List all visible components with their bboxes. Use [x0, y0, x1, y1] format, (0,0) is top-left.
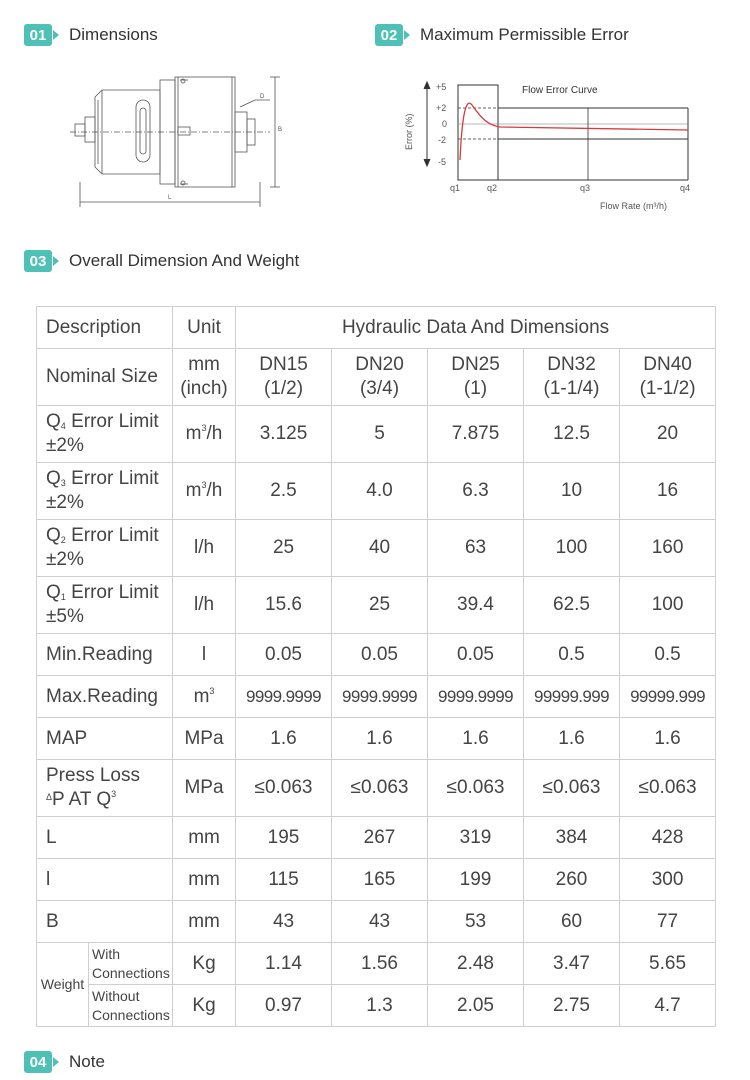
weight-label: Weight: [37, 943, 89, 1027]
value-cell: 428: [620, 817, 716, 859]
table-row: [37, 760, 716, 817]
table-row: [37, 520, 716, 577]
value-cell: 9999.9999: [236, 676, 332, 718]
flow-error-curve-chart: [400, 75, 700, 215]
value-cell: 199: [428, 859, 524, 901]
row-unit: mm: [173, 817, 236, 859]
x-tick-label: q4: [680, 183, 691, 193]
table-row: [37, 859, 716, 901]
value-cell: 62.5: [524, 577, 620, 634]
value-cell: 25: [236, 520, 332, 577]
row-unit: l/h: [173, 577, 236, 634]
value-cell: 9999.9999: [332, 676, 428, 718]
dimension-label-d: D: [260, 94, 265, 100]
value-cell: 12.5: [524, 406, 620, 463]
row-unit: mm: [173, 859, 236, 901]
value-cell: 384: [524, 817, 620, 859]
section-max-error: [375, 23, 629, 47]
value-cell: 1.3: [332, 985, 428, 1027]
value-cell: 4.7: [620, 985, 716, 1027]
value-cell: 267: [332, 817, 428, 859]
table-row: [37, 406, 716, 463]
row-label: MAP: [37, 718, 173, 760]
badge-arrow-icon: [404, 30, 410, 40]
table-row: [37, 718, 716, 760]
value-cell: 260: [524, 859, 620, 901]
section-title: Note: [69, 1052, 105, 1071]
row-label: Q4 Error Limit ±2%: [37, 406, 173, 463]
row-label: Press Loss $^\Delta$P AT $Q^3$: [37, 760, 173, 817]
row-unit: l/h: [173, 520, 236, 577]
value-cell: 0.05: [428, 634, 524, 676]
row-unit: mm (inch): [173, 349, 236, 406]
value-cell: 1.56: [332, 943, 428, 985]
y-tick-label: 0: [442, 119, 448, 129]
table-row-weight: [37, 943, 716, 985]
value-cell: 4.0: [332, 463, 428, 520]
y-tick-label: -2: [438, 135, 447, 145]
value-cell: 53: [428, 901, 524, 943]
table-row: [37, 634, 716, 676]
value-cell: 10: [524, 463, 620, 520]
value-cell: 3.125: [236, 406, 332, 463]
value-cell: 319: [428, 817, 524, 859]
section-note: [24, 1050, 105, 1074]
row-label: Min.Reading: [37, 634, 173, 676]
value-cell: 300: [620, 859, 716, 901]
section-number-badge: 03: [24, 250, 52, 272]
value-cell: 43: [332, 901, 428, 943]
header-hydraulic-data: Hydraulic Data And Dimensions: [236, 307, 716, 349]
table-header-row: [37, 307, 716, 349]
section-number-badge: 01: [24, 24, 52, 46]
size-cell: DN25 (1): [428, 349, 524, 406]
row-label: Q1 Error Limit ±5%: [37, 577, 173, 634]
badge-arrow-icon: [53, 1057, 59, 1067]
row-unit: l: [173, 634, 236, 676]
value-cell: 39.4: [428, 577, 524, 634]
section-title: Maximum Permissible Error: [420, 25, 629, 44]
value-cell: 0.05: [236, 634, 332, 676]
y-axis-label: Error (%): [404, 113, 414, 150]
table-row-weight: [37, 985, 716, 1027]
value-cell: 160: [620, 520, 716, 577]
value-cell: ≤0.063: [524, 760, 620, 817]
row-label: Nominal Size: [37, 349, 173, 406]
value-cell: 6.3: [428, 463, 524, 520]
row-label: l: [37, 859, 173, 901]
row-label: B: [37, 901, 173, 943]
value-cell: 165: [332, 859, 428, 901]
value-cell: 99999.999: [620, 676, 716, 718]
table-row: [37, 577, 716, 634]
y-tick-label: +2: [436, 103, 447, 113]
row-label: L: [37, 817, 173, 859]
x-tick-label: q3: [580, 183, 591, 193]
error-curve-line: [460, 103, 688, 160]
value-cell: 5: [332, 406, 428, 463]
row-unit: Kg: [173, 985, 236, 1027]
value-cell: 40: [332, 520, 428, 577]
value-cell: ≤0.063: [236, 760, 332, 817]
weight-sub-label: Without Connections: [89, 985, 173, 1027]
row-unit: $m^3/h$: [173, 406, 236, 463]
value-cell: 1.6: [236, 718, 332, 760]
value-cell: 60: [524, 901, 620, 943]
section-number-badge: 04: [24, 1051, 52, 1073]
value-cell: ≤0.063: [428, 760, 524, 817]
badge-arrow-icon: [53, 30, 59, 40]
value-cell: 63: [428, 520, 524, 577]
value-cell: 43: [236, 901, 332, 943]
value-cell: 77: [620, 901, 716, 943]
row-label: Max.Reading: [37, 676, 173, 718]
value-cell: 0.97: [236, 985, 332, 1027]
row-unit: MPa: [173, 760, 236, 817]
row-unit: $m^3$: [173, 676, 236, 718]
value-cell: 3.47: [524, 943, 620, 985]
section-number-badge: 02: [375, 24, 403, 46]
y-tick-label: +5: [436, 82, 447, 92]
value-cell: 99999.999: [524, 676, 620, 718]
value-cell: 1.6: [332, 718, 428, 760]
weight-sub-label: With Connections: [89, 943, 173, 985]
meter-dimension-drawing: [70, 72, 295, 212]
value-cell: 2.5: [236, 463, 332, 520]
value-cell: 25: [332, 577, 428, 634]
header-unit: Unit: [173, 307, 236, 349]
value-cell: 9999.9999: [428, 676, 524, 718]
value-cell: 1.14: [236, 943, 332, 985]
table-row-nominal: [37, 349, 716, 406]
value-cell: 1.6: [428, 718, 524, 760]
row-unit: Kg: [173, 943, 236, 985]
size-cell: DN15 (1/2): [236, 349, 332, 406]
value-cell: 100: [620, 577, 716, 634]
value-cell: 1.6: [620, 718, 716, 760]
value-cell: 5.65: [620, 943, 716, 985]
value-cell: ≤0.063: [620, 760, 716, 817]
row-label: Q2 Error Limit ±2%: [37, 520, 173, 577]
dimension-label-b: B: [278, 127, 283, 133]
y-tick-label: -5: [438, 157, 447, 167]
dimension-label-l: L: [168, 195, 172, 201]
value-cell: 0.05: [332, 634, 428, 676]
size-cell: DN40 (1-1/2): [620, 349, 716, 406]
value-cell: 7.875: [428, 406, 524, 463]
value-cell: 115: [236, 859, 332, 901]
header-description: Description: [37, 307, 173, 349]
size-cell: DN20 (3/4): [332, 349, 428, 406]
table-row: [37, 676, 716, 718]
x-axis-label: Flow Rate (m³/h): [600, 201, 668, 211]
value-cell: 2.05: [428, 985, 524, 1027]
x-tick-label: q1: [450, 183, 461, 193]
row-unit: $m^3/h$: [173, 463, 236, 520]
section-title: Overall Dimension And Weight: [69, 251, 300, 270]
section-title: Dimensions: [69, 25, 158, 44]
chart-title: Flow Error Curve: [522, 85, 598, 96]
value-cell: 20: [620, 406, 716, 463]
value-cell: 0.5: [524, 634, 620, 676]
value-cell: ≤0.063: [332, 760, 428, 817]
dimension-weight-table: [36, 306, 716, 1027]
section-dimensions: [24, 23, 158, 47]
row-unit: mm: [173, 901, 236, 943]
value-cell: 195: [236, 817, 332, 859]
value-cell: 15.6: [236, 577, 332, 634]
value-cell: 0.5: [620, 634, 716, 676]
table-row: [37, 817, 716, 859]
row-unit: MPa: [173, 718, 236, 760]
badge-arrow-icon: [53, 256, 59, 266]
table-row: [37, 901, 716, 943]
section-overall: [24, 249, 299, 273]
row-label: Q3 Error Limit ±2%: [37, 463, 173, 520]
value-cell: 100: [524, 520, 620, 577]
x-tick-label: q2: [487, 183, 498, 193]
value-cell: 16: [620, 463, 716, 520]
table-row: [37, 463, 716, 520]
value-cell: 2.48: [428, 943, 524, 985]
size-cell: DN32 (1-1/4): [524, 349, 620, 406]
value-cell: 1.6: [524, 718, 620, 760]
value-cell: 2.75: [524, 985, 620, 1027]
